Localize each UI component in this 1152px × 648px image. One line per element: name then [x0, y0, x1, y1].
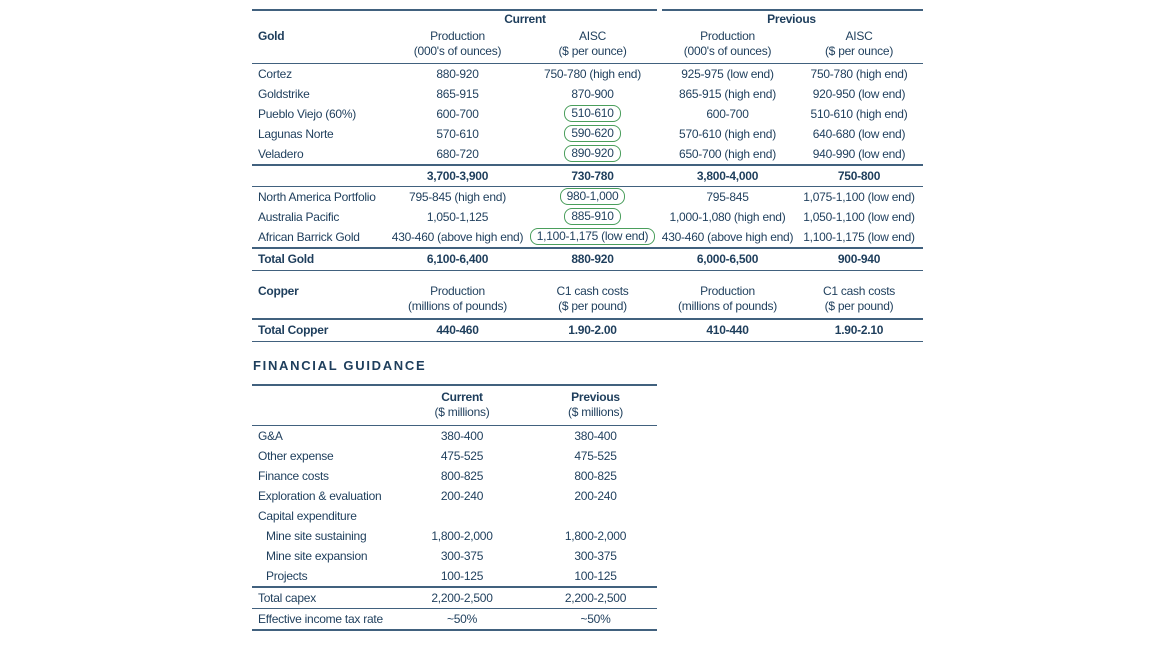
column-header: [795, 29, 923, 59]
cell-value: 940-990 (low end): [812, 147, 906, 161]
table-rule: [252, 608, 657, 610]
column-title: Production: [700, 28, 755, 43]
highlight-box: 885-910: [564, 208, 620, 225]
column-header: [795, 284, 923, 314]
cell-value: 650-700 (high end): [679, 147, 776, 161]
cell-value: 750-780 (high end): [810, 67, 908, 81]
table-row-capital-expenditure: [252, 506, 657, 526]
group-header-current: Current: [504, 11, 546, 26]
cell-value: 1,100-1,175 (low end): [803, 230, 915, 244]
table-rule: [252, 247, 923, 249]
row-label: Cortez: [258, 67, 292, 81]
cell-value: 1,050-1,100 (low end): [803, 210, 915, 224]
table-row-tax-rate: [252, 609, 657, 629]
cell-value: 2,200-2,500: [564, 590, 627, 605]
column-header: [534, 390, 657, 420]
cell-value: 730-780: [571, 168, 614, 183]
column-header: [525, 284, 660, 314]
cell-value: 510-610 (high end): [810, 107, 908, 121]
table-rule: [252, 318, 923, 320]
row-label: Veladero: [258, 147, 304, 161]
column-title: Production: [430, 284, 485, 298]
row-label: Lagunas Norte: [258, 127, 334, 141]
cell-value: [525, 104, 660, 124]
cell-value: 440-460: [436, 322, 479, 337]
cell-value: 1,000-1,080 (high end): [669, 210, 786, 224]
row-label: [252, 166, 390, 186]
table-row-other-expense: [252, 446, 657, 466]
cell-value: 1,075-1,100 (low end): [803, 190, 915, 204]
financial-guidance-title: FINANCIAL GUIDANCE: [253, 358, 427, 373]
cell-value: [525, 227, 660, 247]
table-row-lagunas-norte: [252, 124, 923, 144]
cell-value: 900-940: [837, 251, 881, 266]
copper-header-row: [252, 271, 923, 318]
highlight-box: 510-610: [564, 105, 620, 122]
column-title: Production: [430, 28, 485, 43]
row-label: Exploration & evaluation: [258, 489, 382, 503]
column-unit: (millions of pounds): [407, 299, 508, 313]
column-unit: ($ per pound): [558, 299, 627, 313]
cell-value: [534, 506, 657, 526]
operating-guidance-table: [252, 9, 923, 342]
table-rule: [252, 425, 657, 427]
cell-value: ~50%: [580, 612, 611, 626]
cell-value: ~50%: [446, 612, 478, 626]
cell-value: 6,000-6,500: [696, 251, 759, 266]
cell-value: 600-700: [706, 107, 749, 121]
financial-guidance-table: [252, 384, 657, 631]
table-row-total-gold: [252, 249, 923, 270]
row-label: Australia Pacific: [258, 210, 340, 224]
column-unit: ($ millions): [567, 404, 623, 419]
table-row-mine-site-sustaining: [252, 526, 657, 546]
cell-value: 925-975 (low end): [681, 67, 774, 81]
cell-value: [525, 187, 660, 207]
cell-value: 1.90-2.10: [834, 322, 884, 337]
financial-header-row: [252, 386, 657, 425]
cell-value: 200-240: [440, 489, 484, 503]
row-label: Goldstrike: [258, 87, 310, 101]
spacer-cell: [252, 11, 390, 28]
cell-value: 200-240: [574, 489, 617, 503]
column-header: [390, 284, 525, 314]
table-rule: [252, 586, 657, 588]
column-title: C1 cash costs: [556, 284, 629, 298]
highlight-box: 890-920: [564, 145, 620, 162]
cell-value: 430-460 (above high end): [391, 230, 524, 244]
cell-value: 380-400: [574, 429, 617, 443]
row-label: Projects: [266, 569, 308, 583]
cell-value: 1,800-2,000: [431, 529, 493, 543]
cell-value: 300-375: [574, 549, 617, 563]
column-unit: ($ per ounce): [824, 43, 894, 58]
table-rule: [252, 164, 923, 166]
column-title: Production: [700, 284, 755, 298]
section-label-gold: Gold: [258, 28, 285, 43]
highlight-box: 1,100-1,175 (low end): [530, 228, 656, 245]
table-row-goldstrike: [252, 84, 923, 104]
row-label: Total capex: [258, 590, 316, 605]
section-label-copper: Copper: [258, 284, 299, 298]
table-row-ga: [252, 426, 657, 446]
spacer-cell: [252, 390, 390, 420]
table-row-mines-subtotal: [252, 166, 923, 186]
column-header: [525, 29, 660, 59]
cell-value: 640-680 (low end): [812, 127, 906, 141]
cell-value: 680-720: [436, 147, 479, 161]
column-unit: ($ millions): [434, 404, 490, 419]
row-label: African Barrick Gold: [258, 230, 360, 244]
cell-value: 100-125: [440, 569, 484, 583]
column-title: AISC: [578, 28, 606, 43]
row-label: G&A: [258, 429, 283, 443]
rule-gap: [657, 9, 662, 11]
cell-value: 1,800-2,000: [564, 529, 627, 543]
column-unit: (000's of ounces): [683, 43, 772, 58]
cell-value: 3,800-4,000: [696, 168, 759, 183]
cell-value: 870-900: [571, 87, 614, 101]
table-row-total-capex: [252, 588, 657, 608]
cell-value: 300-375: [440, 549, 484, 563]
column-header: [390, 390, 534, 420]
table-top-rule: [252, 9, 923, 11]
row-label: Effective income tax rate: [258, 612, 383, 626]
table-row-cortez: [252, 64, 923, 84]
cell-value: 880-920: [436, 67, 479, 81]
row-label: Capital expenditure: [258, 509, 357, 523]
group-header-previous: Previous: [767, 11, 816, 26]
row-label: Mine site expansion: [266, 549, 368, 563]
cell-value: [525, 124, 660, 144]
cell-value: 410-440: [706, 322, 749, 337]
highlight-box: 980-1,000: [560, 188, 626, 205]
table-row-african-barrick: [252, 227, 923, 247]
row-label: Pueblo Viejo (60%): [258, 107, 357, 121]
table-row-north-america: [252, 187, 923, 207]
column-unit: ($ per pound): [824, 299, 894, 313]
row-label: North America Portfolio: [258, 190, 376, 204]
column-title: AISC: [845, 28, 873, 43]
cell-value: 380-400: [440, 429, 484, 443]
row-label: Finance costs: [258, 469, 329, 483]
table-row-total-copper: [252, 320, 923, 341]
row-label: Total Copper: [258, 322, 329, 337]
column-title: Previous: [571, 389, 620, 404]
table-row-projects: [252, 566, 657, 586]
cell-value: 1.90-2.00: [568, 322, 617, 337]
cell-value: 865-915: [436, 87, 479, 101]
table-row-pueblo-viejo: [252, 104, 923, 124]
cell-value: 600-700: [436, 107, 479, 121]
cell-value: 750-800: [837, 168, 881, 183]
cell-value: 2,200-2,500: [431, 590, 493, 605]
cell-value: 430-460 (above high end): [661, 230, 794, 244]
column-title: Current: [441, 389, 483, 404]
cell-value: 3,700-3,900: [426, 168, 489, 183]
cell-value: 800-825: [440, 469, 484, 483]
cell-value: 865-915 (high end): [679, 87, 776, 101]
row-label: Mine site sustaining: [266, 529, 367, 543]
cell-value: 570-610: [436, 127, 479, 141]
column-unit: (000's of ounces): [413, 43, 502, 58]
cell-value: 6,100-6,400: [426, 251, 489, 266]
cell-value: 475-525: [574, 449, 617, 463]
highlight-box: 590-620: [564, 125, 620, 142]
row-label: Total Gold: [258, 251, 314, 266]
table-rule: [252, 186, 923, 188]
cell-value: 100-125: [574, 569, 617, 583]
table-row-veladero: [252, 144, 923, 164]
cell-value: 750-780 (high end): [544, 67, 641, 81]
cell-value: 795-845 (high end): [409, 190, 506, 204]
cell-value: [525, 144, 660, 164]
cell-value: 570-610 (high end): [679, 127, 776, 141]
column-header: [660, 29, 795, 59]
cell-value: 795-845: [706, 190, 749, 204]
column-unit: (millions of pounds): [677, 299, 778, 313]
table-bottom-rule: [252, 629, 657, 631]
gold-header-row: [252, 27, 923, 63]
cell-value: 920-950 (low end): [812, 87, 906, 101]
table-row-australia-pacific: [252, 207, 923, 227]
cell-value: [390, 506, 534, 526]
group-header-row: [252, 11, 923, 27]
table-row-mine-site-expansion: [252, 546, 657, 566]
column-title: C1 cash costs: [822, 284, 896, 298]
column-header: [390, 29, 525, 59]
cell-value: 880-920: [571, 251, 614, 266]
table-row-exploration: [252, 486, 657, 506]
table-row-finance-costs: [252, 466, 657, 486]
cell-value: 475-525: [440, 449, 484, 463]
table-top-rule: [252, 384, 657, 386]
table-rule: [252, 270, 923, 272]
cell-value: [525, 207, 660, 227]
cell-value: 1,050-1,125: [426, 210, 489, 224]
column-header: [660, 284, 795, 314]
column-unit: ($ per ounce): [558, 43, 627, 58]
table-bottom-rule: [252, 341, 923, 343]
row-label: Other expense: [258, 449, 334, 463]
cell-value: 800-825: [574, 469, 617, 483]
table-rule: [252, 63, 923, 65]
